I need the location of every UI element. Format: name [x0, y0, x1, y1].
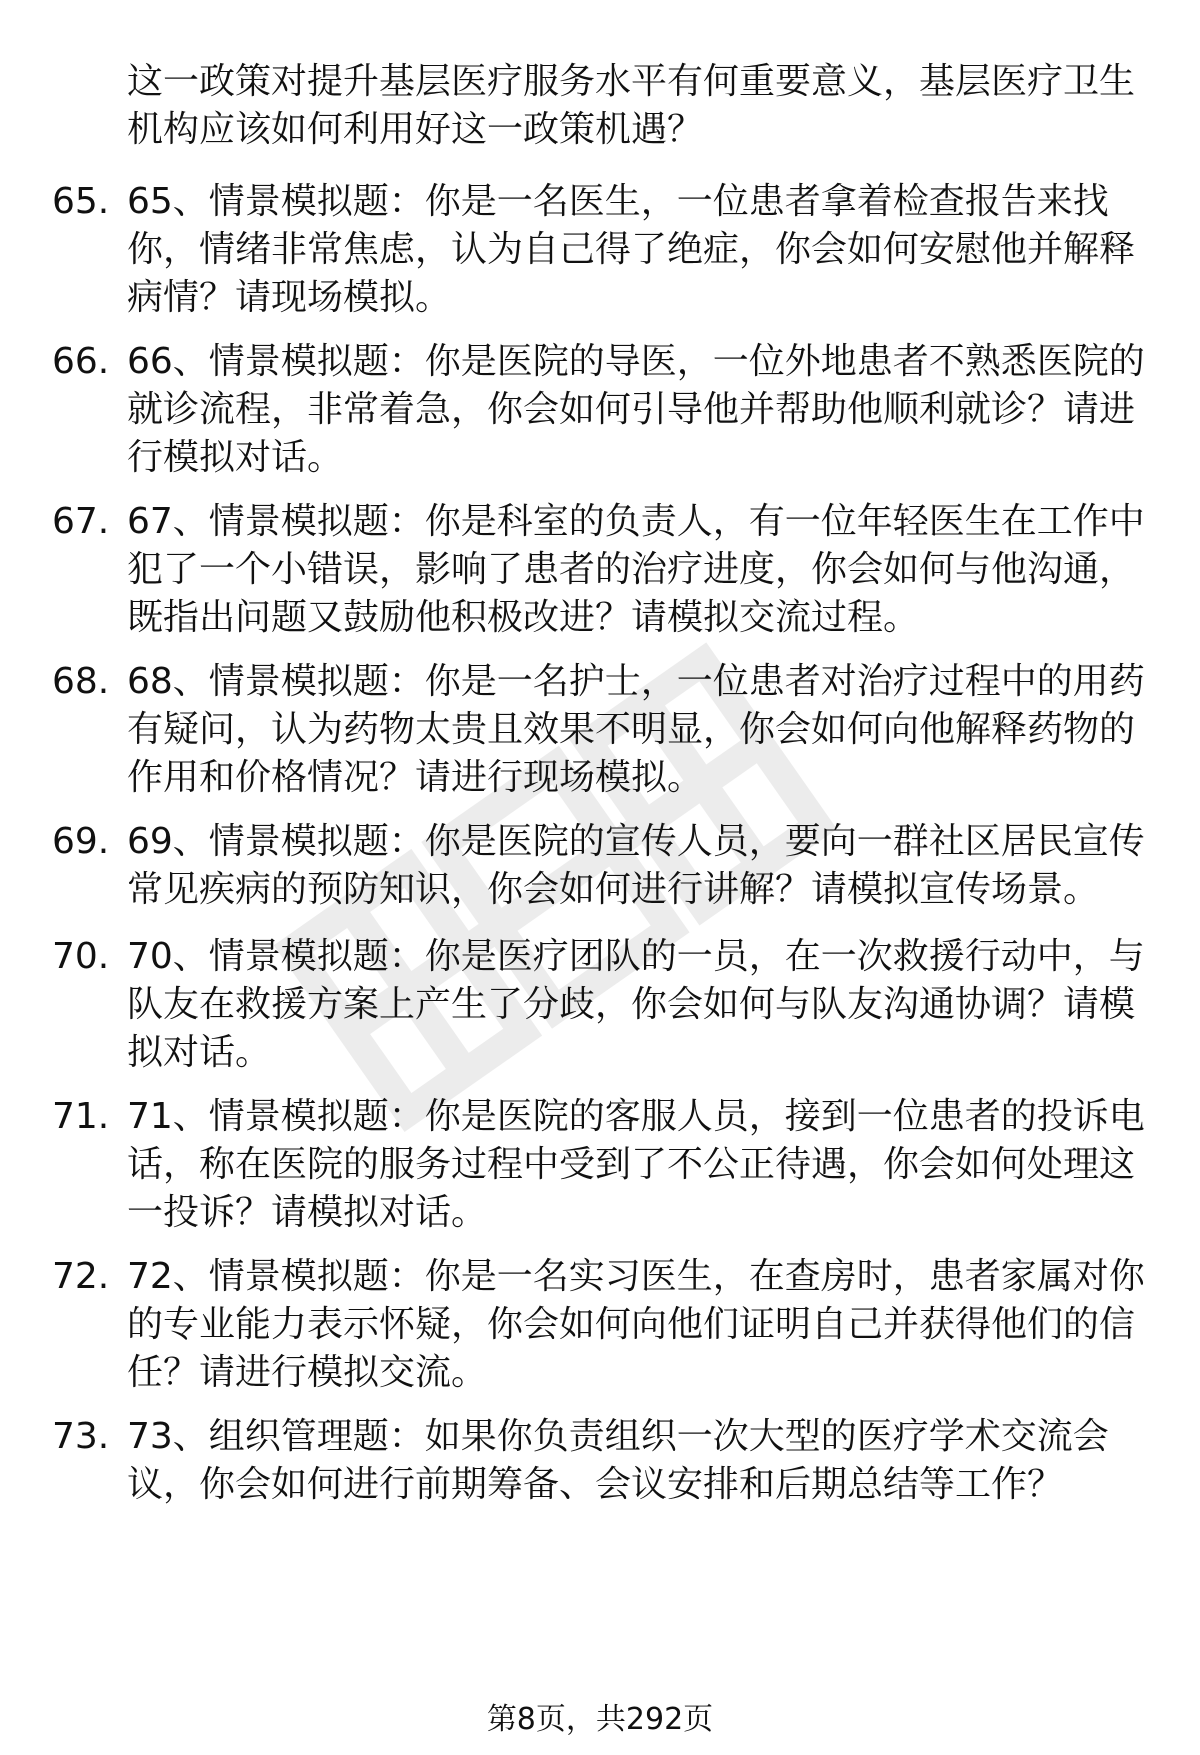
page-number: 第8页，共292页 — [486, 1702, 714, 1737]
question-number: 68. — [52, 661, 110, 702]
question-number: 65. — [52, 181, 110, 222]
question-number: 72. — [52, 1256, 110, 1297]
question-text: 71、情景模拟题：你是医院的客服人员，接到一位患者的投诉电话，称在医院的服务过程中受到了不公正待遇，你会如何处理这一投诉？请模拟对话。 — [127, 1096, 1145, 1233]
question-number: 67. — [52, 501, 110, 542]
question-number: 69. — [52, 821, 110, 862]
question-text: 69、情景模拟题：你是医院的宣传人员，要向一群社区居民宣传常见疾病的预防知识，你会如何进行讲解？请模拟宣传场景。 — [127, 821, 1145, 910]
question-number: 73. — [52, 1416, 110, 1457]
question-text: 73、组织管理题：如果你负责组织一次大型的医疗学术交流会议，你会如何进行前期筹备、会议安排和后期总结等工作？ — [127, 1416, 1109, 1505]
question-text: 70、情景模拟题：你是医疗团队的一员，在一次救援行动中，与队友在救援方案上产生了分歧，你会如何与队友沟通协调？请模拟对话。 — [127, 936, 1145, 1073]
question-number: 70. — [52, 936, 110, 977]
question-text: 66、情景模拟题：你是医院的导医，一位外地患者不熟悉医院的就诊流程，非常着急，你会如何引导他并帮助他顺利就诊？请进行模拟对话。 — [127, 341, 1145, 478]
question-number: 66. — [52, 341, 110, 382]
question-text: 65、情景模拟题：你是一名医生，一位患者拿着检查报告来找你，情绪非常焦虑，认为自己得了绝症，你会如何安慰他并解释病情？请现场模拟。 — [127, 181, 1136, 318]
question-text: 67、情景模拟题：你是科室的负责人，有一位年轻医生在工作中犯了一个小错误，影响了患者的治疗进度，你会如何与他沟通，既指出问题又鼓励他积极改进？请模拟交流过程。 — [127, 501, 1145, 638]
question-number: 71. — [52, 1096, 110, 1137]
question-continuation: 这一政策对提升基层医疗服务水平有何重要意义，基层医疗卫生机构应该如何利用好这一政策机遇？ — [127, 61, 1136, 150]
question-text: 68、情景模拟题：你是一名护士，一位患者对治疗过程中的用药有疑问，认为药物太贵且效果不明显，你会如何向他解释药物的作用和价格情况？请进行现场模拟。 — [127, 661, 1145, 798]
question-text: 72、情景模拟题：你是一名实习医生，在查房时，患者家属对你的专业能力表示怀疑，你会如何向他们证明自己并获得他们的信任？请进行模拟交流。 — [127, 1256, 1145, 1393]
